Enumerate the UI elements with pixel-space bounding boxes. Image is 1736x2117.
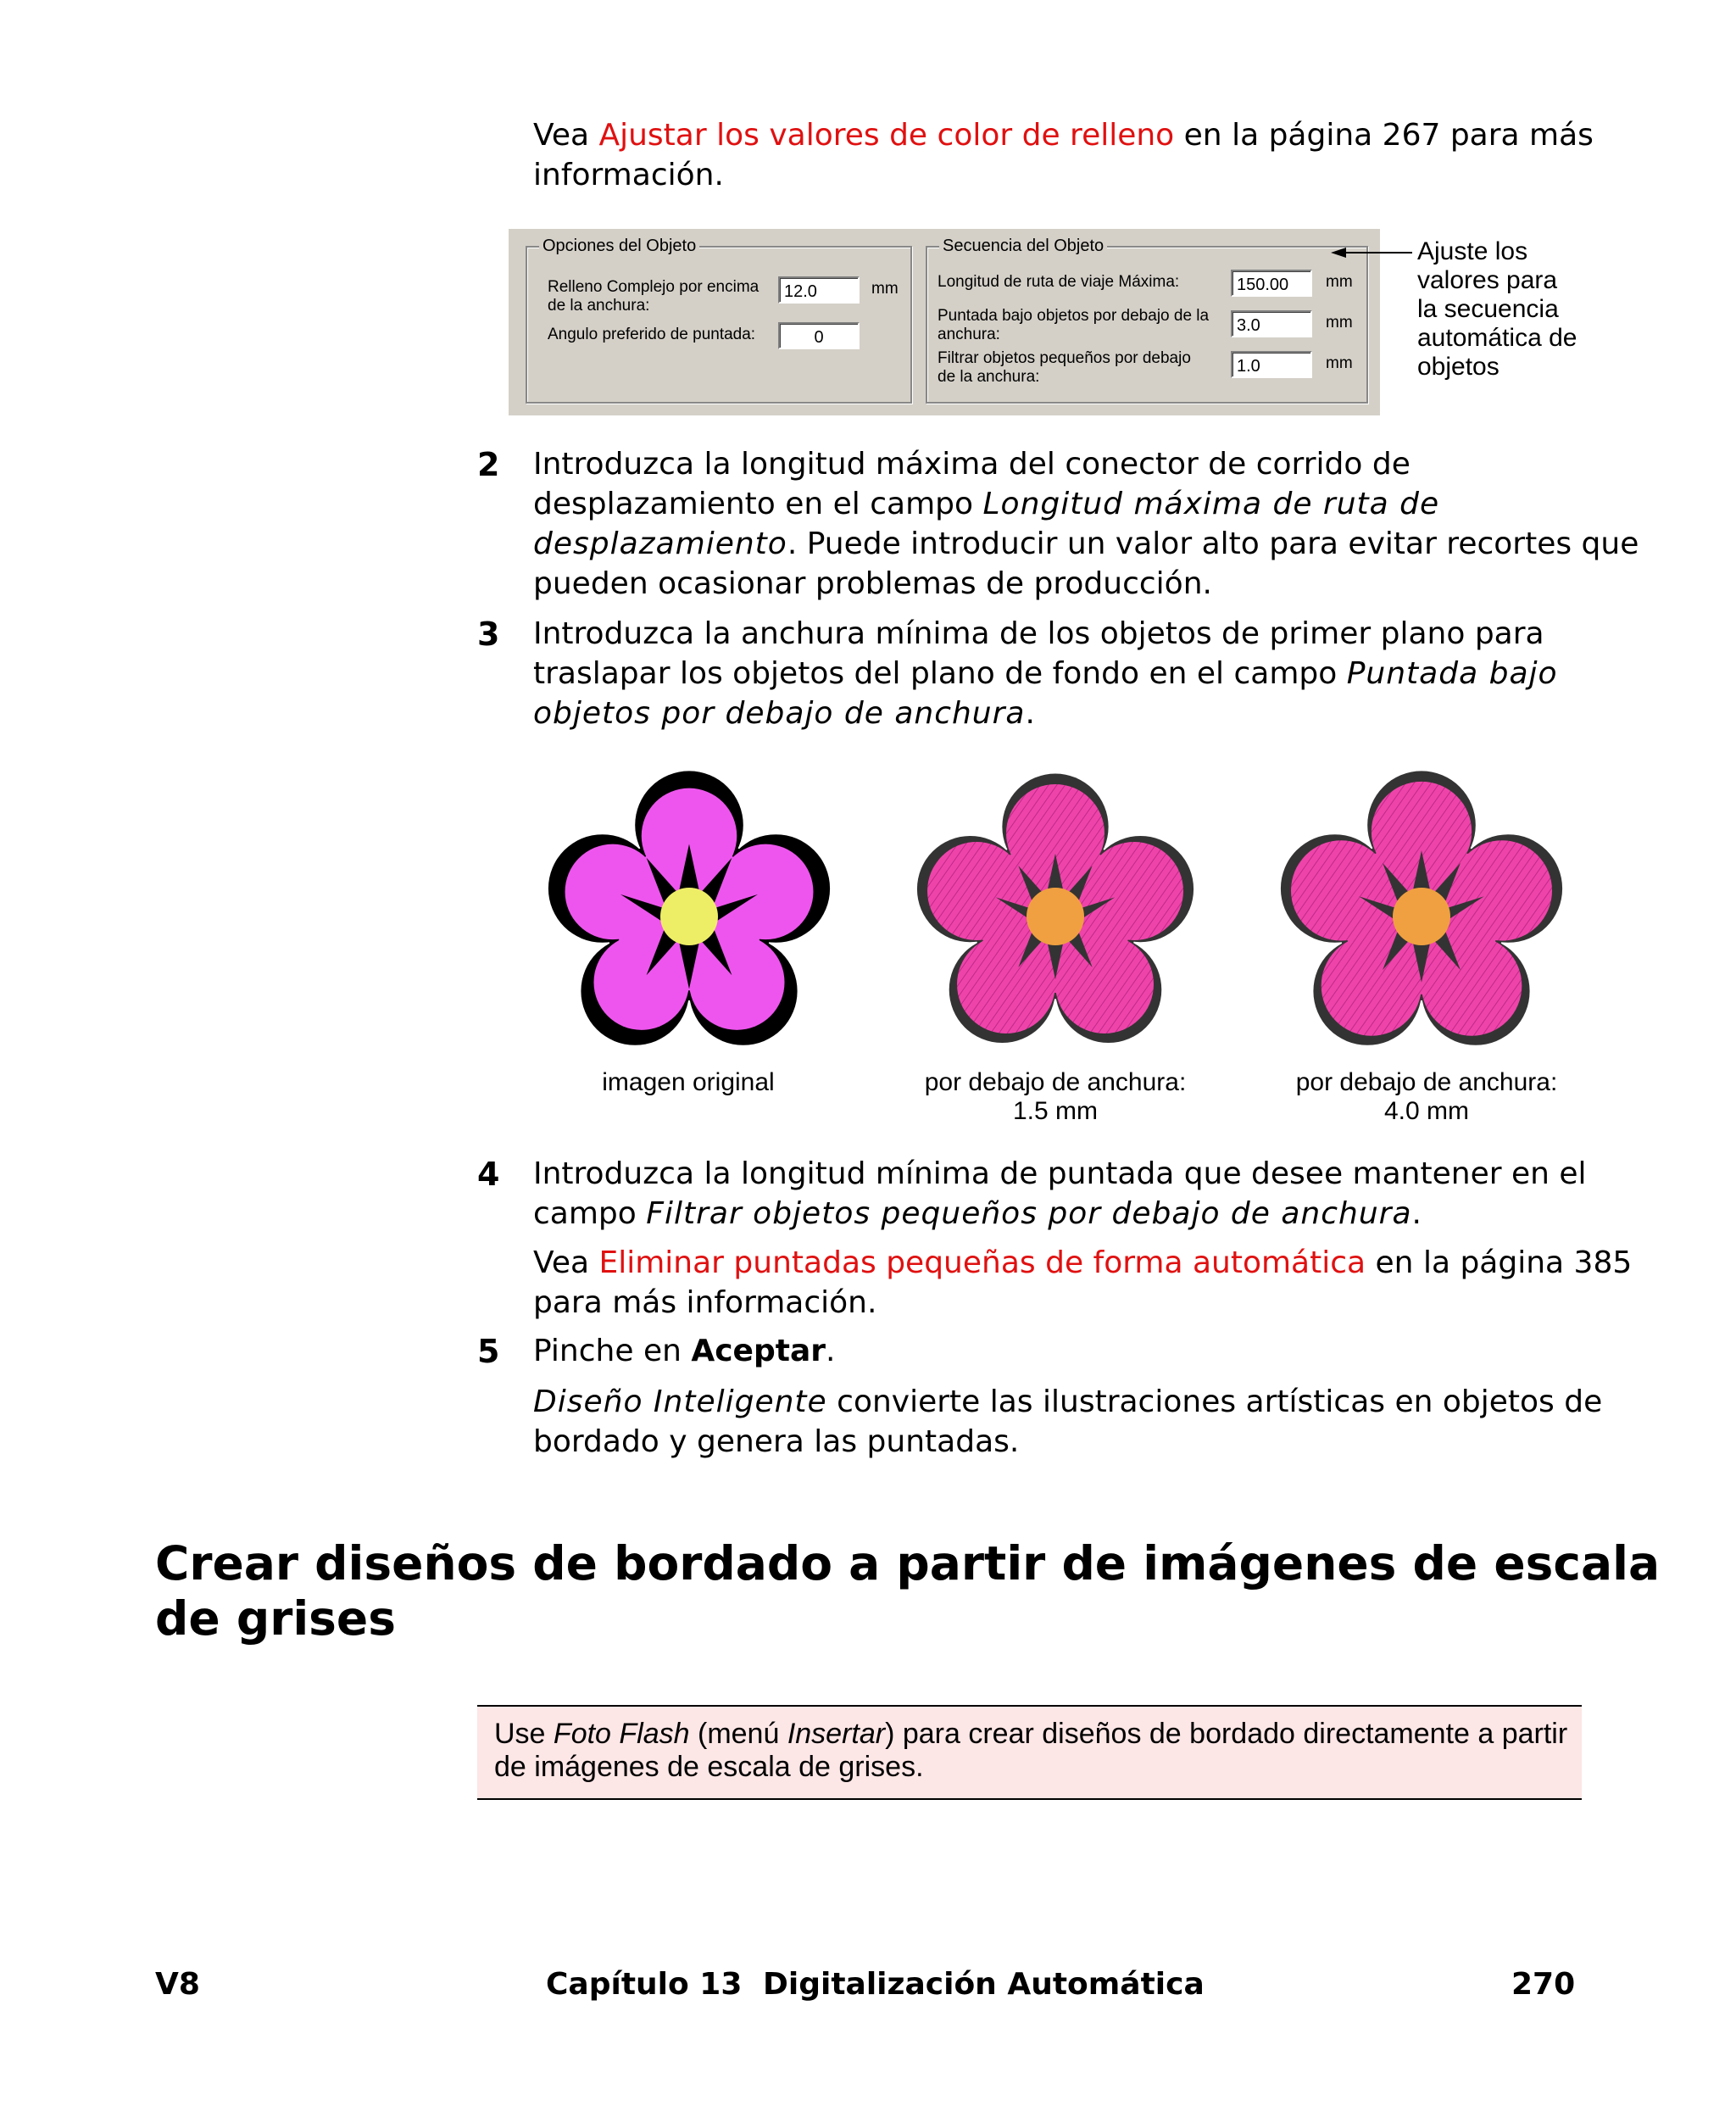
complex-fill-unit: mm bbox=[871, 280, 899, 298]
underlay-width-input[interactable]: 3.0 bbox=[1231, 310, 1312, 337]
step-number: 4 bbox=[477, 1156, 500, 1193]
section-heading: Crear diseños de bordado a partir de imágenes de escala de grises bbox=[155, 1536, 1661, 1646]
preferred-angle-label: Angulo preferido de puntada: bbox=[548, 326, 756, 343]
max-travel-unit: mm bbox=[1326, 273, 1353, 291]
callout-text: Ajuste los valores para la secuencia automática de objetos bbox=[1417, 237, 1577, 381]
callout-arrow bbox=[1331, 242, 1416, 263]
filter-small-label: Filtrar objetos pequeños por debajo de la anchura: bbox=[938, 349, 1191, 386]
step-3-text: Introduzca la anchura mínima de los objetos de primer plano para traslapar los objetos del plano de fondo en el campo Puntada bajo objetos por debajo de anchura. bbox=[533, 616, 1558, 731]
step-number: 5 bbox=[477, 1333, 500, 1370]
caption-4-0mm: por debajo de anchura: 4.0 mm bbox=[1295, 1068, 1558, 1125]
step-number: 2 bbox=[477, 446, 500, 483]
underlay-label: Puntada bajo objetos por debajo de la anchura: bbox=[938, 307, 1210, 343]
object-sequence-group-title: Secuencia del Objeto bbox=[939, 237, 1107, 256]
step-number: 3 bbox=[477, 616, 500, 653]
footer-chapter-title: Digitalización Automática bbox=[763, 1967, 1205, 2002]
flower-underlay-1-5 bbox=[917, 774, 1194, 1044]
max-travel-input[interactable]: 150.00 bbox=[1231, 270, 1312, 297]
link-remove-small-stitches[interactable]: Eliminar puntadas pequeñas de forma automática bbox=[598, 1245, 1366, 1280]
step-4-see-also: Vea Eliminar puntadas pequeñas de forma automática en la página 385 para más información. bbox=[533, 1245, 1633, 1320]
filter-small-input[interactable]: 1.0 bbox=[1231, 351, 1312, 378]
caption-1-5mm: por debajo de anchura: 1.5 mm bbox=[924, 1068, 1187, 1125]
flower-underlay-4-0 bbox=[1281, 771, 1562, 1045]
footer-page-number: 270 bbox=[1511, 1967, 1576, 2002]
flower-original bbox=[548, 771, 830, 1045]
preferred-angle-input[interactable]: 0 bbox=[778, 322, 860, 349]
object-options-group-title: Opciones del Objeto bbox=[539, 237, 699, 256]
link-fill-color[interactable]: Ajustar los valores de color de relleno bbox=[598, 118, 1175, 153]
top-paragraph: Vea Ajustar los valores de color de relleno en la página 267 para más información. bbox=[533, 118, 1594, 192]
step-5-text: Pinche en Aceptar. bbox=[533, 1334, 836, 1368]
object-sequence-group bbox=[926, 237, 1368, 404]
flower-comparison bbox=[534, 767, 1585, 1072]
step-5-result: Diseño Inteligente convierte las ilustraciones artísticas en objetos de bordado y genera las puntadas. bbox=[533, 1384, 1603, 1459]
underlay-unit: mm bbox=[1326, 314, 1353, 331]
footer-version: V8 bbox=[155, 1967, 200, 2002]
object-options-dialog bbox=[509, 229, 1380, 415]
filter-small-unit: mm bbox=[1326, 354, 1353, 372]
step-2-text: Introduzca la longitud máxima del conector de corrido de desplazamiento en el campo Longitud máxima de ruta de desplazamiento. Puede introducir un valor alto para evitar recortes que pueden ocasionar problemas de producción. bbox=[533, 447, 1639, 601]
caption-original: imagen original bbox=[602, 1068, 775, 1096]
step-4-text: Introduzca la longitud mínima de puntada que desee mantener en el campo Filtrar objetos pequeños por debajo de anchura. bbox=[533, 1156, 1587, 1231]
max-travel-label: Longitud de ruta de viaje Máxima: bbox=[938, 273, 1180, 291]
complex-fill-label: Relleno Complejo por encima de la anchura: bbox=[548, 278, 760, 315]
tip-note: Use Foto Flash (menú Insertar) para crear diseños de bordado directamente a partir de imágenes de escala de grises. bbox=[477, 1705, 1582, 1800]
complex-fill-width-input[interactable]: 12.0 bbox=[778, 276, 860, 304]
object-options-group bbox=[526, 237, 912, 404]
footer-chapter: Capítulo 13 bbox=[546, 1967, 743, 2002]
